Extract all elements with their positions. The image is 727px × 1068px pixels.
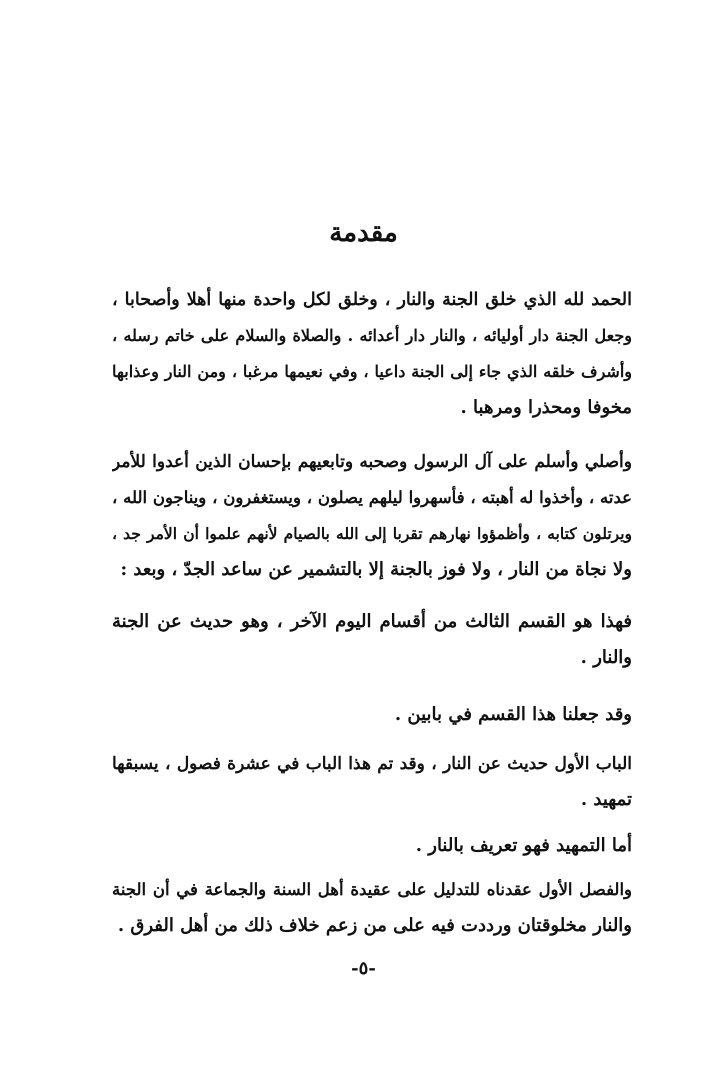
paragraph-line: عدته ، وأخذوا له أهبته ، فأسهروا ليلهم يصلون ، ويستغفرون ، ويناجون الله ، <box>112 488 632 507</box>
paragraph-line: مخوفا ومحذرا ومرهبا . <box>460 397 632 418</box>
paragraph-line: والنار مخلوقتان ورددت فيه على من زعم خلاف ذلك من أهل الفرق . <box>117 915 632 936</box>
paragraph-line: وأشرف خلقه الذي جاء إلى الجنة داعيا ، وفي نعيمها مرغبا ، ومن النار وعذابها <box>112 362 632 381</box>
paragraph-6 <box>112 828 632 864</box>
page-number: -٥- <box>351 958 376 979</box>
paragraph-line: ويرتلون كتابه ، وأظمؤوا نهارهم تقربا إلى الله بالصيام لأنهم علموا أن الأمر جد ، <box>112 524 632 543</box>
paragraph-line: والنار . <box>580 647 632 668</box>
paragraph-2 <box>112 444 632 588</box>
paragraph-line: الحمد لله الذي خلق الجنة والنار ، وخلق لكل واحدة منها أهلا وأصحابا ، <box>112 290 632 310</box>
paragraph-line: الباب الأول حديث عن النار ، وقد تم هذا الباب في عشرة فصول ، يسبقها <box>112 754 632 774</box>
paragraph-1 <box>112 282 632 426</box>
paragraph-4 <box>112 697 632 733</box>
paragraph-5 <box>112 746 632 818</box>
page-title: مقدمة <box>329 218 398 248</box>
paragraph-7 <box>112 872 632 944</box>
paragraph-3 <box>112 604 632 676</box>
paragraph-line: وأصلي وأسلم على آل الرسول وصحبه وتابعيهم بإحسان الذين أعدوا للأمر <box>112 452 632 472</box>
paragraph-line: ولا نجاة من النار ، ولا فوز بالجنة إلا بالتشمير عن ساعد الجدّ ، وبعد : <box>120 559 632 580</box>
paragraph-line: تمهيد . <box>580 789 632 810</box>
paragraph-line: فهذا هو القسم الثالث من أقسام اليوم الآخر ، وهو حديث عن الجنة <box>112 611 632 632</box>
paragraph-line: وقد جعلنا هذا القسم في بابين . <box>394 704 632 725</box>
paragraph-line: وجعل الجنة دار أوليائه ، والنار دار أعدائه . والصلاة والسلام على خاتم رسله ، <box>112 326 632 345</box>
paragraph-line: والفصل الأول عقدناه للتدليل على عقيدة أهل السنة والجماعة في أن الجنة <box>112 880 632 899</box>
paragraph-line: أما التمهيد فهو تعريف بالنار . <box>415 835 632 856</box>
